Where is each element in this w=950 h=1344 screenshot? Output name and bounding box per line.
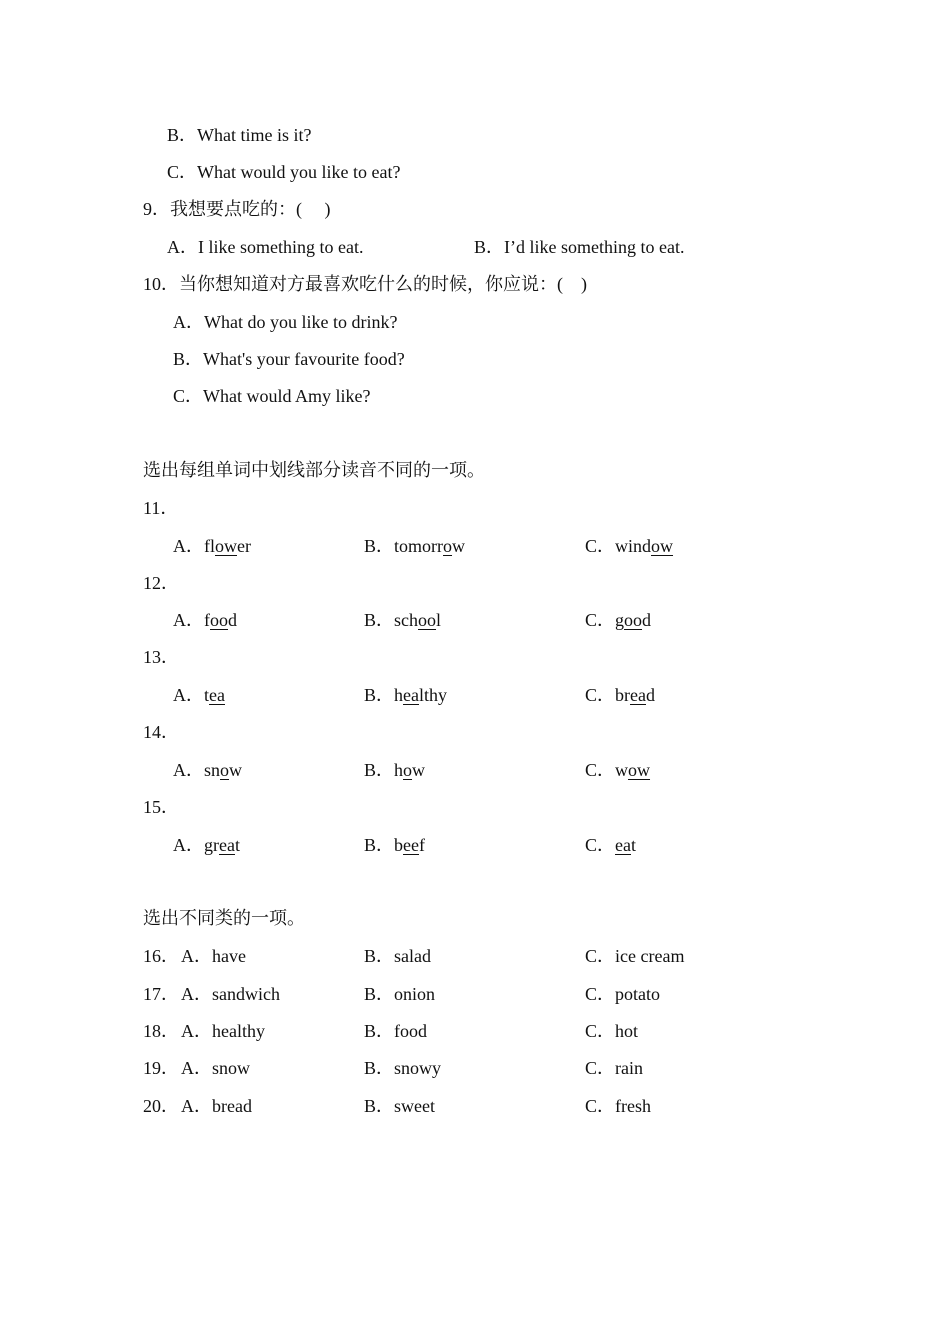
underlined-letters: ow [651,536,674,556]
underlined-letters: ea [630,685,646,705]
q11-option-c: C．window [585,536,674,556]
q13-option-a: A．tea [173,685,225,705]
underlined-letters: o [403,760,413,780]
q11-option-a: A．flower [173,536,251,556]
q20-option-a: A．bread [181,1096,252,1116]
q12-number: 12． [143,573,179,593]
q19-option-a: A．snow [181,1058,251,1078]
q10-option-c: C．What would Amy like? [173,386,371,406]
q8-option-c: C．What would you like to eat? [167,162,401,182]
underlined-letters: ea [615,835,631,855]
q9-option-b: B．I’d like something to eat. [474,237,685,257]
q12-option-c: C．good [585,610,652,630]
q15-option-a: A．great [173,835,240,855]
q15-option-b: B．beef [364,835,425,855]
q13-number: 13． [143,647,179,667]
q16-option-b: B．salad [364,946,431,966]
q14-option-b: B．how [364,760,426,780]
underlined-letters: ow [215,536,237,556]
underlined-letters: ea [403,685,419,705]
q15-option-c: C．eat [585,835,637,855]
underlined-letters: oo [418,610,437,630]
q19-option-b: B．snowy [364,1058,442,1078]
section2-title: 选出每组单词中划线部分读音不同的一项。 [143,460,485,480]
q17-option-a: A．sandwich [181,984,280,1004]
q10-stem: 10．当你想知道对方最喜欢吃什么的时候，你应说：( ) [143,274,587,294]
underlined-letters: ea [219,835,235,855]
underlined-letters: oo [210,610,228,630]
q20-option-c: C．fresh [585,1096,651,1116]
q15-number: 15． [143,797,179,817]
q10-option-a: A．What do you like to drink? [173,312,398,332]
q18-option-a: A．healthy [181,1021,265,1041]
q17-option-b: B．onion [364,984,436,1004]
q11-option-b: B．tomorrow [364,536,466,556]
q16-number: 16． [143,946,179,966]
q14-option-a: A．snow [173,760,243,780]
section3-title: 选出不同类的一项。 [143,908,305,928]
q10-option-b: B．What's your favourite food? [173,349,405,369]
q12-option-a: A．food [173,610,237,630]
q18-option-c: C．hot [585,1021,639,1041]
q9-option-a: A．I like something to eat. [167,237,364,257]
q20-option-b: B．sweet [364,1096,435,1116]
underlined-letters: ee [403,835,419,855]
underlined-letters: oo [624,610,643,630]
q17-number: 17． [143,984,179,1004]
q13-option-c: C．bread [585,685,655,705]
q19-number: 19． [143,1058,179,1078]
q20-number: 20． [143,1096,179,1116]
q16-option-c: C．ice cream [585,946,685,966]
q19-option-c: C．rain [585,1058,643,1078]
q18-option-b: B．food [364,1021,427,1041]
q14-option-c: C．wow [585,760,651,780]
underlined-letters: ow [628,760,651,780]
underlined-letters: o [443,536,453,556]
q8-option-b: B．What time is it? [167,125,312,145]
q11-number: 11． [143,498,179,518]
q14-number: 14． [143,722,179,742]
underlined-letters: ea [209,685,225,705]
q13-option-b: B．healthy [364,685,448,705]
q18-number: 18． [143,1021,179,1041]
q9-stem: 9．我想要点吃的：( ) [143,199,331,219]
q12-option-b: B．school [364,610,442,630]
underlined-letters: o [220,760,230,780]
q17-option-c: C．potato [585,984,660,1004]
q16-option-a: A．have [181,946,246,966]
